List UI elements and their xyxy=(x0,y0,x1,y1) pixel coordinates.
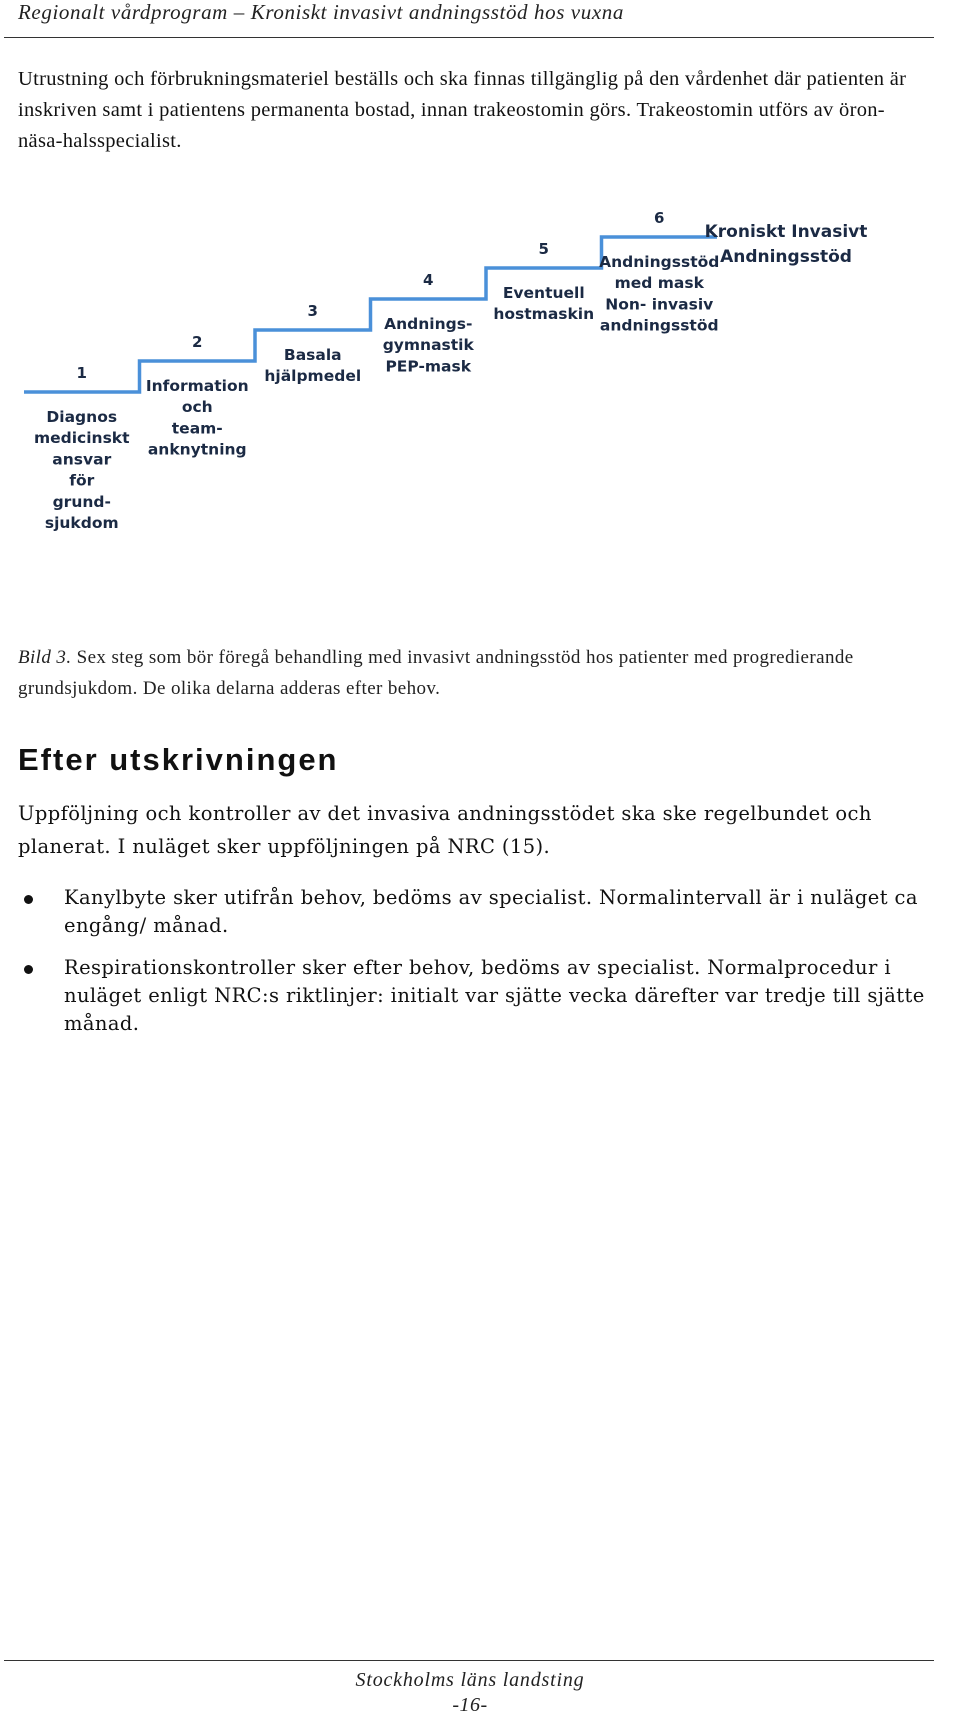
step-label-1: för xyxy=(69,471,95,490)
step-label-5: Eventuell xyxy=(502,284,585,302)
figure-caption-label: Bild 3. xyxy=(18,647,72,668)
header-divider xyxy=(4,37,934,38)
step-label-5: hostmaskin xyxy=(493,305,595,324)
intro-text: Utrustning och förbrukningsmateriel beställs och ska finnas tillgänglig på den vårdenhet där patienten är inskriven samt i patientens permanenta bostad, innan trakeostomin görs. Trakeostomin utförs av öron-näsa-halsspecialist. xyxy=(18,68,907,152)
step-label-1: sjukdom xyxy=(44,514,119,532)
step-label-1: medicinskt xyxy=(33,429,130,448)
step-label-6: med mask xyxy=(614,274,704,293)
step-label-2: och xyxy=(181,398,213,417)
step-label-1: grund- xyxy=(52,492,111,511)
step-label-1: ansvar xyxy=(52,450,112,469)
bullet-text: Kanylbyte sker utifrån behov, bedöms av specialist. Normalintervall är i nuläget ca engång/ månad. xyxy=(64,886,918,937)
intro-paragraph xyxy=(18,64,918,157)
step-number-4: 4 xyxy=(423,271,434,289)
step-label-4: gymnastik xyxy=(382,336,474,355)
step-label-3: hjälpmedel xyxy=(264,367,362,386)
step-number-5: 5 xyxy=(538,240,549,258)
figure-caption xyxy=(18,642,928,704)
goal-label: Kroniskt Invasivt xyxy=(704,222,868,242)
footer-organization: Stockholms läns landsting xyxy=(355,1669,585,1691)
footer-divider xyxy=(4,1660,934,1661)
step-label-2: Information xyxy=(145,377,249,395)
running-header: Regionalt vårdprogram – Kroniskt invasivt andningsstöd hos vuxna xyxy=(18,0,624,24)
step-number-2: 2 xyxy=(192,333,203,351)
step-label-4: Andnings- xyxy=(384,315,473,333)
bullet-text: Respirationskontroller sker efter behov, bedöms av specialist. Normalprocedur i nuläget enligt NRC:s riktlinjer: initialt var sjätte vecka därefter var tredje till sjätte månad. xyxy=(64,956,925,1035)
step-label-6: andningsstöd xyxy=(599,316,719,335)
bullet-item xyxy=(18,884,938,940)
step-number-6: 6 xyxy=(654,209,665,227)
step-number-3: 3 xyxy=(307,302,318,320)
step-label-4: PEP-mask xyxy=(385,357,472,376)
goal-label: Andningsstöd xyxy=(720,247,852,267)
section-heading: Efter utskrivningen xyxy=(18,742,339,777)
step-label-6: Non- invasiv xyxy=(605,295,714,314)
step-label-2: anknytning xyxy=(147,440,247,459)
bullet-icon xyxy=(24,965,33,974)
bullet-icon xyxy=(24,895,33,904)
figure-caption-text: Sex steg som bör föregå behandling med invasivt andningsstöd hos patienter med progredierande grundsjukdom. De olika delarna adderas efter behov. xyxy=(18,647,854,699)
staircase-diagram xyxy=(0,209,960,600)
bullet-item xyxy=(18,954,938,1038)
page-number: -16- xyxy=(452,1694,488,1716)
step-label-1: Diagnos xyxy=(46,408,118,426)
staircase-figure xyxy=(0,209,960,600)
step-label-2: team- xyxy=(171,419,223,438)
step-label-6: Andningsstöd xyxy=(599,253,720,271)
section-paragraph: Uppföljning och kontroller av det invasiva andningsstödet ska ske regelbundet och planerat. I nuläget sker uppföljningen på NRC (15). xyxy=(18,802,872,858)
bullet-list xyxy=(18,884,938,1052)
step-label-3: Basala xyxy=(283,346,342,364)
step-number-1: 1 xyxy=(76,364,87,382)
